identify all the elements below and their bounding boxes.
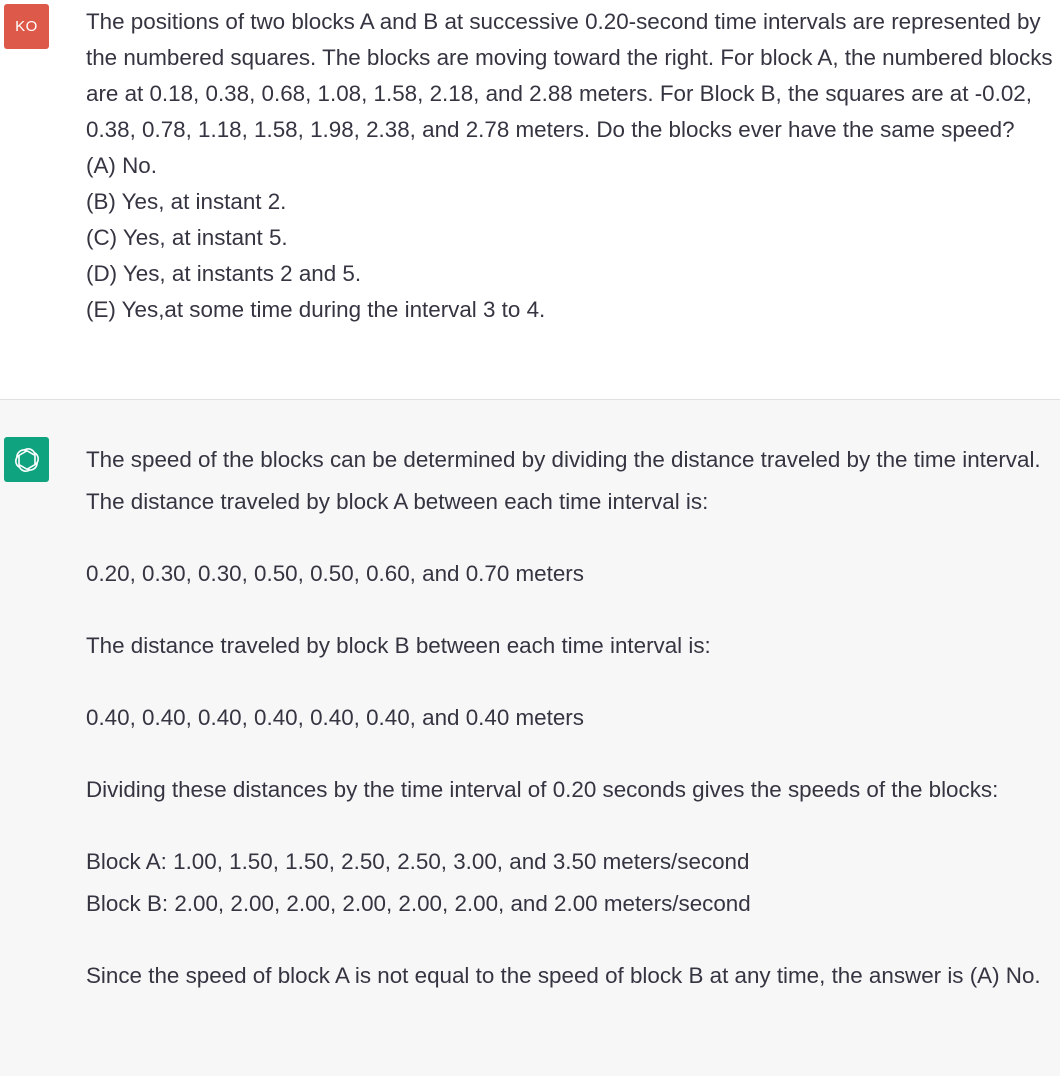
assistant-message-text <box>86 439 1060 1027</box>
block-a-speeds: Block A: 1.00, 1.50, 1.50, 2.50, 2.50, 3.00, and 3.50 meters/second <box>86 849 750 874</box>
question-text: The positions of two blocks A and B at successive 0.20-second time intervals are represented by the numbered squares. The blocks are moving toward the right. For block A, the numbered blocks are at 0.18, 0.38, 0.68, 1.08, 1.58, 2.18, and 2.88 meters. For Block B, the squares are at -0.02, 0.38, 0.78, 1.18, 1.58, 1.98, 2.38, and 2.78 meters. Do the blocks ever have the same speed? <box>86 9 1053 142</box>
option-a: (A) No. <box>86 153 157 178</box>
user-avatar: KO <box>4 4 49 49</box>
option-d: (D) Yes, at instants 2 and 5. <box>86 261 362 286</box>
option-e: (E) Yes,at some time during the interval 3 to 4. <box>86 297 546 322</box>
block-b-distances: 0.40, 0.40, 0.40, 0.40, 0.40, 0.40, and 0.40 meters <box>86 705 584 730</box>
user-message <box>0 0 1060 400</box>
option-b: (B) Yes, at instant 2. <box>86 189 287 214</box>
openai-logo-icon <box>4 437 49 482</box>
option-c: (C) Yes, at instant 5. <box>86 225 288 250</box>
answer-intro: The speed of the blocks can be determined by dividing the distance traveled by the time interval. The distance traveled by block A between each time interval is: <box>86 447 1041 514</box>
block-b-speeds: Block B: 2.00, 2.00, 2.00, 2.00, 2.00, 2.00, and 2.00 meters/second <box>86 891 751 916</box>
block-a-distances: 0.20, 0.30, 0.30, 0.50, 0.50, 0.60, and 0.70 meters <box>86 561 584 586</box>
user-message-text <box>86 4 1060 328</box>
block-b-intro: The distance traveled by block B between each time interval is: <box>86 633 711 658</box>
answer-conclusion: Since the speed of block A is not equal to the speed of block B at any time, the answer is (A) No. <box>86 963 1041 988</box>
assistant-message <box>0 400 1060 1076</box>
speed-intro: Dividing these distances by the time interval of 0.20 seconds gives the speeds of the blocks: <box>86 777 999 802</box>
